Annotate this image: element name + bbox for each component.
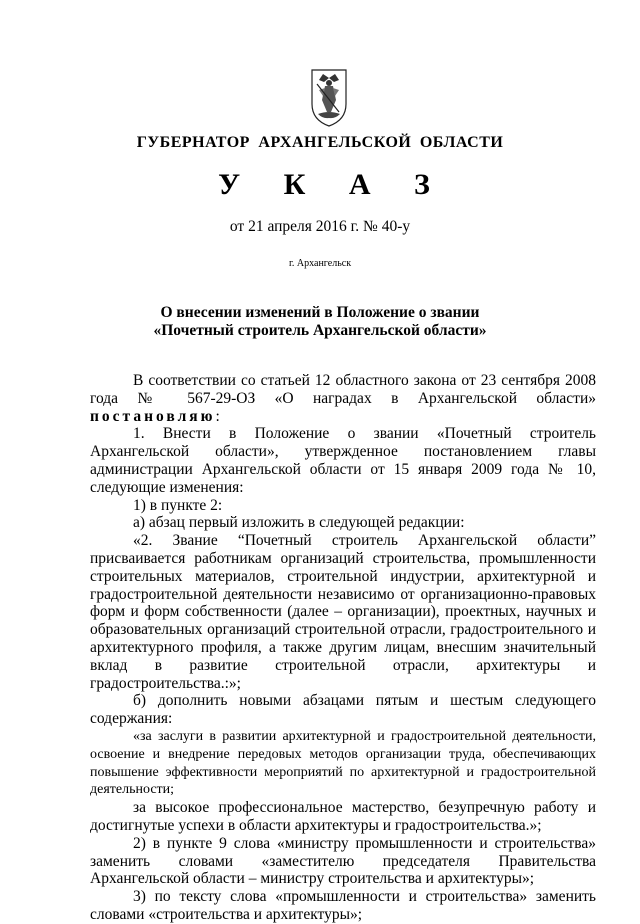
paragraph-quoted-clause-2: «2. Звание “Почетный строитель Архангельской области” присваивается работникам организаций строительства, промышленности строительных материалов, строительной индустрии, архитектурной и градостроительной деятельности независимо от организационно-правовых форм и форм собственности (далее – организации), проектных, научных и образовательных организаций строительной отрасли, градостроительного и архитектурного профиля, а также другим лицам, внесшим значительный вклад в развитие строительной отрасли, архитектуры и градостроительства.:»; — [90, 532, 596, 692]
document-body — [90, 372, 596, 924]
paragraph-preamble — [90, 372, 596, 425]
paragraph-subitem-1: 1) в пункте 2: — [133, 496, 223, 514]
decree-word: постановляю — [90, 407, 216, 425]
paragraph-subitem-a: а) абзац первый изложить в следующей редакции: — [133, 514, 465, 532]
paragraph-subitem-b: б) дополнить новыми абзацами пятым и шестым следующего содержания: — [90, 692, 596, 728]
document-subject — [0, 304, 640, 340]
subject-line-1: О внесении изменений в Положение о звании — [160, 304, 480, 321]
paragraph-quoted-abzac-6: за высокое профессиональное мастерство, безупречную работу и достигнутые успехи в области архитектуры и градостроительства.»; — [90, 799, 596, 834]
document-city: г. Архангельск — [288, 258, 352, 269]
subject-line-2: «Почетный строитель Архангельской области» — [153, 322, 487, 339]
document-date-number: от 21 апреля 2016 г. № 40-у — [229, 218, 411, 235]
paragraph-subitem-2: 2) в пункте 9 слова «министру промышленности и строительства» заменить словами «заместителю председателя Правительства Архангельской области – министру строительства и архитектуры»; — [90, 834, 596, 888]
paragraph-quoted-abzac-5: «за заслуги в развитии архитектурной и градостроительной деятельности, освоение и внедрение передовых методов организации труда, обеспечивающих повышение эффективности мероприятий по архитектурной и градостроительной деятельности; — [90, 728, 596, 798]
coat-of-arms-icon — [309, 66, 349, 128]
preamble-end: : — [215, 407, 220, 425]
document-type: У К А З — [218, 168, 448, 201]
paragraph-item-1: 1. Внести в Положение о звании «Почетный строитель Архангельской области», утвержденное постановлением главы администрации Архангельской области от 15 января 2009 года № 10, следующие изменения: — [90, 425, 596, 496]
issuer-title: ГУБЕРНАТОР АРХАНГЕЛЬСКОЙ ОБЛАСТИ — [136, 134, 504, 151]
preamble-text: В соответствии со статьей 12 областного закона от 23 сентября 2008 года № 567-29-ОЗ «О наградах в Архангельской области» — [90, 372, 596, 407]
paragraph-subitem-3: 3) по тексту слова «промышленности и строительства» заменить словами «строительства и архитектуры»; — [90, 888, 596, 923]
